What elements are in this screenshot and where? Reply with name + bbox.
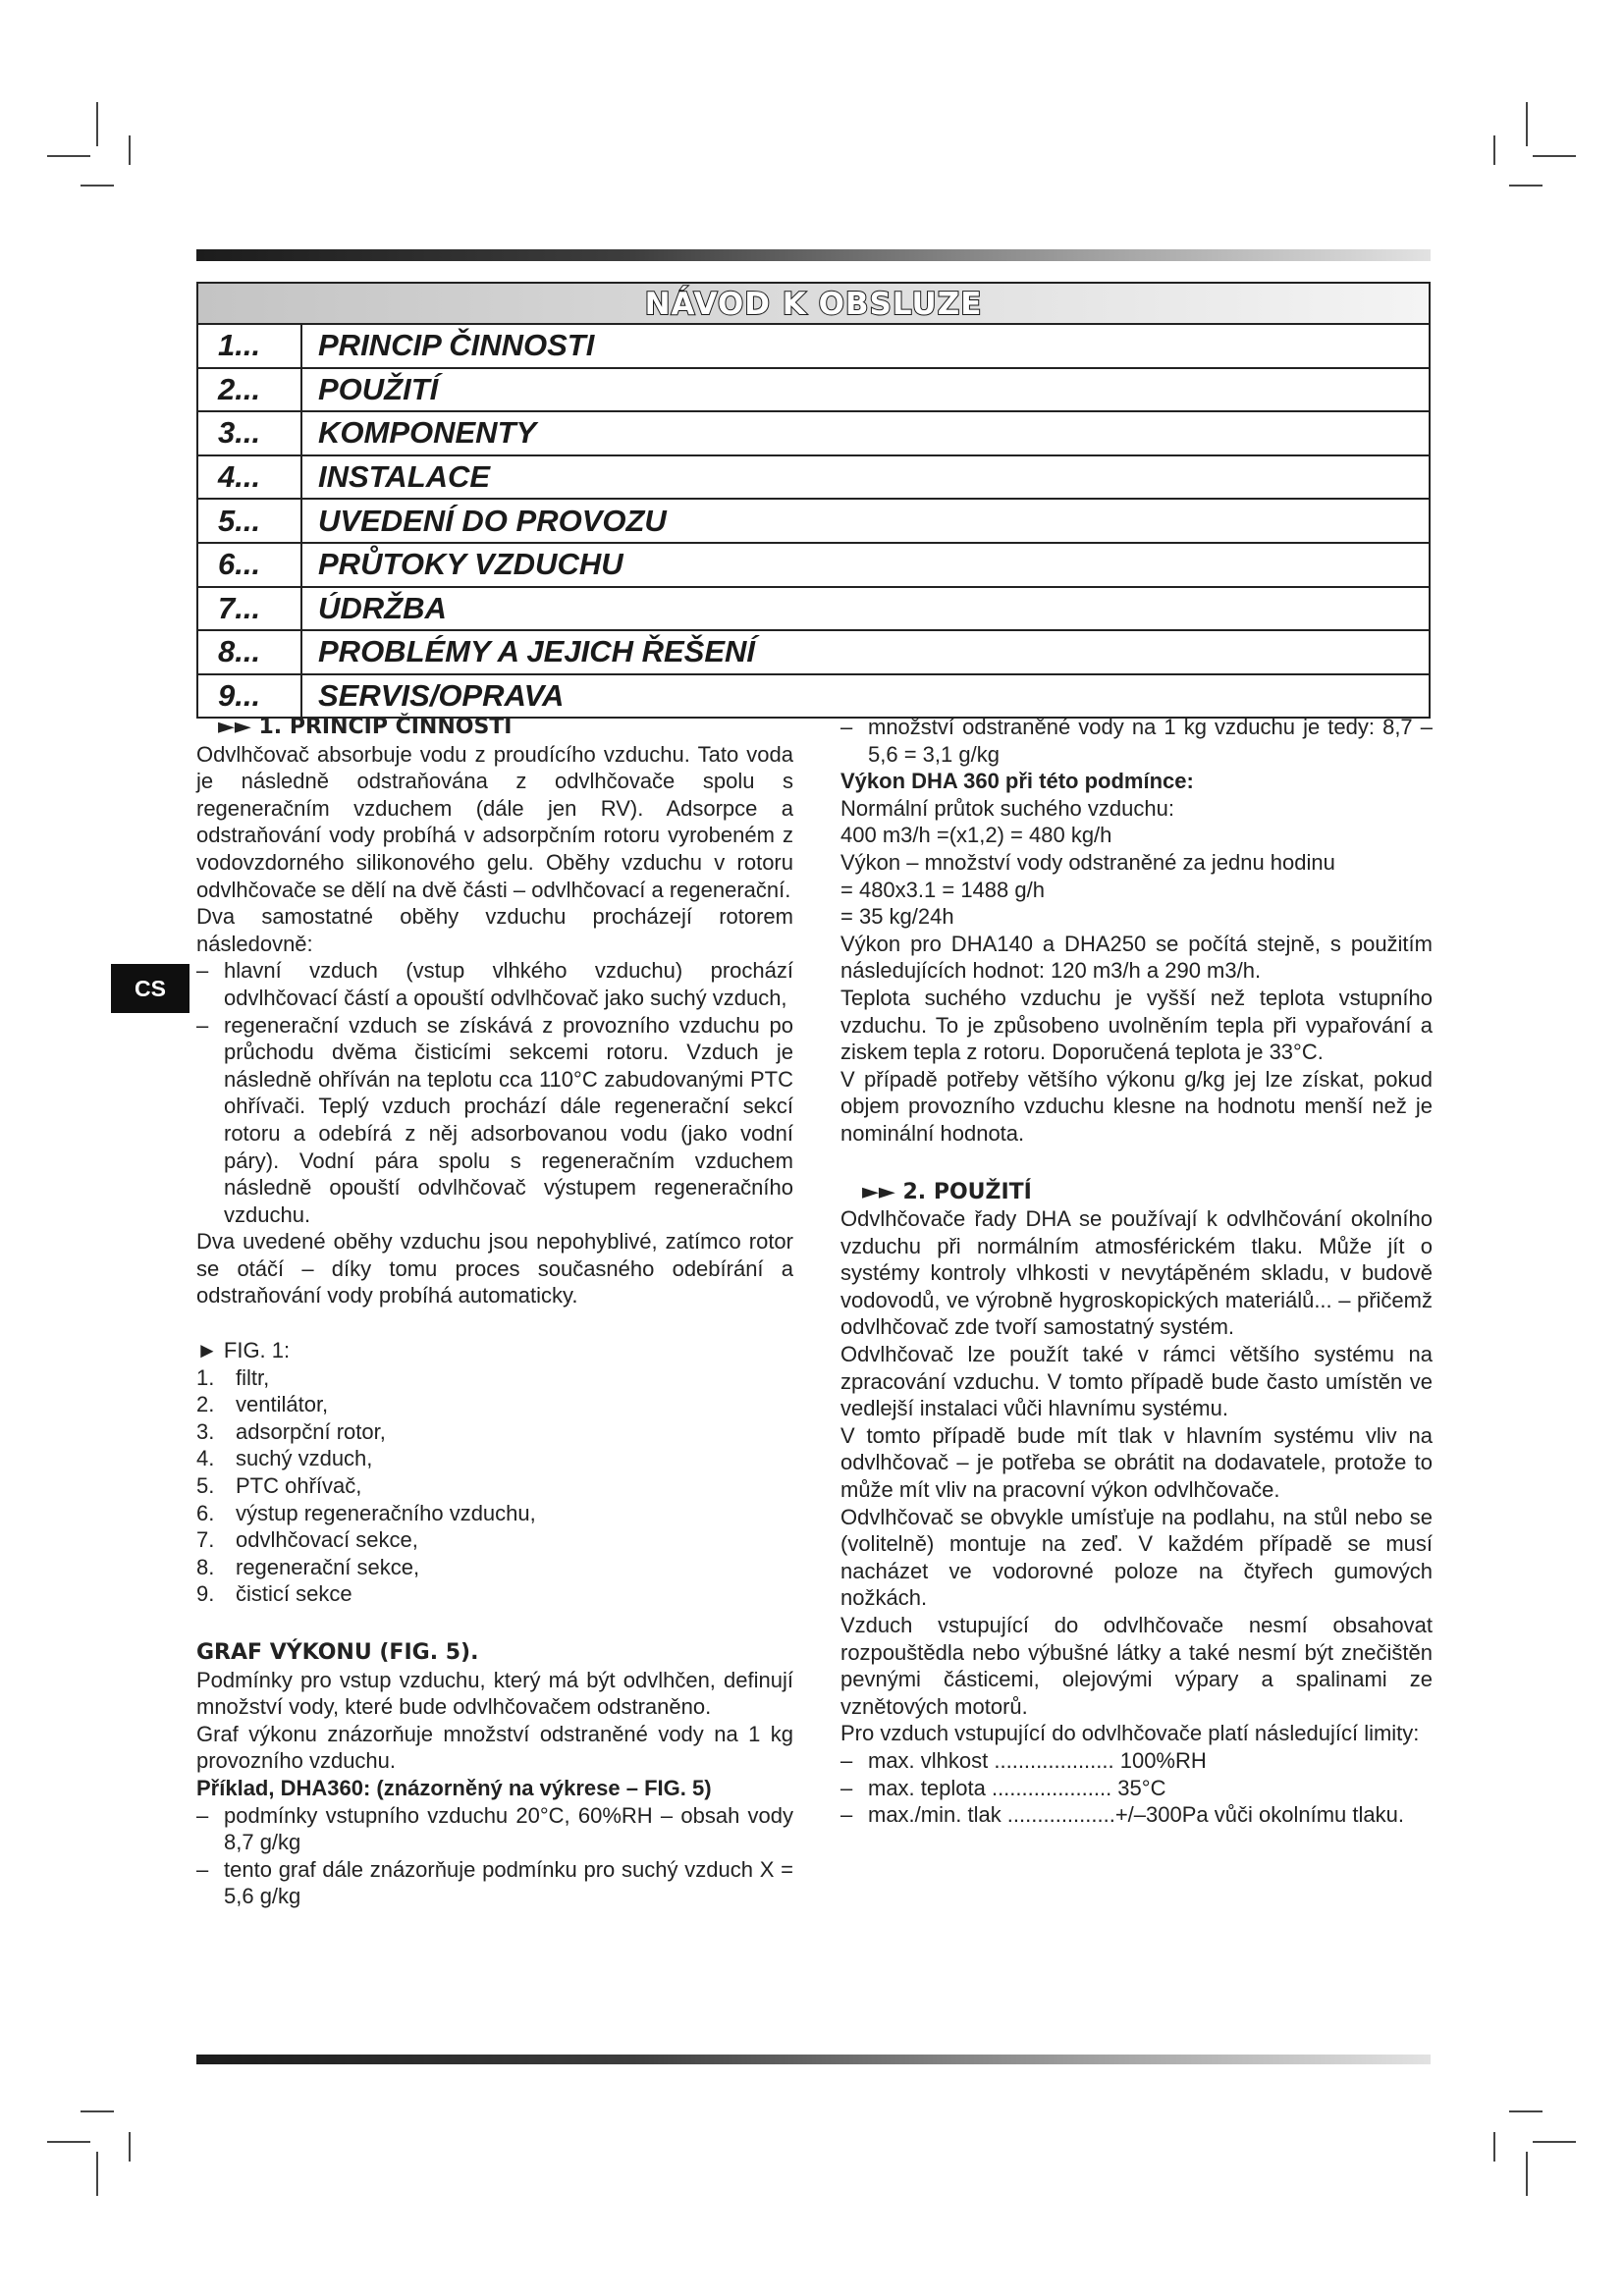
paragraph: V tomto případě bude mít tlak v hlavním systému vliv na odvlhčovač – je potřeba se obrátit na dodavatele, protože to může mít vliv na pracovní výkon odvlhčovače. bbox=[840, 1422, 1433, 1503]
list-item: 6. výstup regeneračního vzduchu, bbox=[196, 1500, 536, 1525]
paragraph: Pro vzduch vstupující do odvlhčovače platí následující limity: bbox=[840, 1721, 1420, 1746]
toc-row[interactable] bbox=[198, 325, 1429, 369]
fig-1-title: ► FIG. 1: bbox=[196, 1338, 291, 1363]
limit-item: – max./min. tlak ..................+/–300Pa vůči okolnímu tlaku. bbox=[840, 1801, 1433, 1829]
toc-number: 9... bbox=[198, 675, 302, 718]
toc-row[interactable] bbox=[198, 500, 1429, 544]
crop-mark bbox=[1526, 2152, 1528, 2196]
toc-label: PRŮTOKY VZDUCHU bbox=[318, 547, 623, 582]
performance-line: Výkon – množství vody odstraněné za jednu hodinu bbox=[840, 849, 1335, 875]
crop-mark bbox=[1533, 2141, 1576, 2143]
paragraph: V případě potřeby většího výkonu g/kg jej lze získat, pokud objem provozního vzduchu klesne na hodnotu menší než je nominální hodnota. bbox=[840, 1066, 1433, 1146]
language-tab: CS bbox=[111, 964, 189, 1013]
toc-row[interactable] bbox=[198, 631, 1429, 675]
paragraph: Teplota suchého vzduchu je vyšší než teplota vstupního vzduchu. To je způsobeno uvolněním tepla při vypařování a ziskem tepla z rotoru. Doporučená teplota je 33°C. bbox=[840, 985, 1433, 1065]
toc-number: 2... bbox=[198, 369, 302, 411]
paragraph: Dva uvedené oběhy vzduchu jsou nepohyblivé, zatímco rotor se otáčí – díky tomu proces současného odebírání a odstraňování vody probíhá automaticky. bbox=[196, 1229, 793, 1308]
toc-row[interactable] bbox=[198, 412, 1429, 456]
paragraph: Odvlhčovač se obvykle umísťuje na podlahu, na stůl nebo se (volitelně) montuje na zeď. V každém případě se musí nacházet ve vodorovné poloze na čtyřech gumových nožkách. bbox=[840, 1504, 1433, 1611]
toc-number: 5... bbox=[198, 500, 302, 542]
crop-mark bbox=[1493, 2132, 1495, 2162]
performance-line: = 35 kg/24h bbox=[840, 904, 954, 930]
paragraph: Výkon pro DHA140 a DHA250 se počítá stejně, s použitím následujících hodnot: 120 m3/h a 290 m3/h. bbox=[840, 931, 1433, 984]
toc-number: 7... bbox=[198, 588, 302, 630]
toc-number: 8... bbox=[198, 631, 302, 673]
crop-mark bbox=[81, 2110, 114, 2112]
right-column bbox=[840, 714, 1433, 1829]
toc-label: PROBLÉMY A JEJICH ŘEŠENÍ bbox=[318, 634, 756, 669]
list-item: 7. odvlhčovací sekce, bbox=[196, 1527, 418, 1553]
toc-label: INSTALACE bbox=[318, 459, 491, 495]
list-item: 1. filtr, bbox=[196, 1364, 270, 1390]
list-item: 8. regenerační sekce, bbox=[196, 1554, 420, 1579]
section-2-heading: ►► 2. POUŽITÍ bbox=[862, 1179, 1032, 1204]
paragraph: Graf výkonu znázorňuje množství odstraněné vody na 1 kg provozního vzduchu. bbox=[196, 1721, 793, 1774]
toc-row[interactable] bbox=[198, 369, 1429, 413]
toc-label: KOMPONENTY bbox=[318, 415, 537, 451]
crop-mark bbox=[1509, 2110, 1543, 2112]
crop-mark bbox=[47, 2141, 90, 2143]
section-1-heading: ►► 1. PRINCIP ČINNOSTI bbox=[218, 715, 513, 739]
list-item: 4. suchý vzduch, bbox=[196, 1446, 373, 1471]
crop-mark bbox=[1509, 185, 1543, 187]
performance-line: 400 m3/h =(x1,2) = 480 kg/h bbox=[840, 823, 1112, 848]
list-item: 2. ventilátor, bbox=[196, 1392, 329, 1417]
toc-number: 6... bbox=[198, 544, 302, 586]
toc-label: SERVIS/OPRAVA bbox=[318, 678, 565, 714]
crop-mark bbox=[96, 102, 98, 146]
toc-label: POUŽITÍ bbox=[318, 371, 439, 406]
bullet-item: – tento graf dále znázorňuje podmínku pro suchý vzduch X = 5,6 g/kg bbox=[196, 1856, 793, 1910]
limit-item: – max. vlhkost .................... 100%RH bbox=[840, 1747, 1433, 1775]
toc-label: UVEDENÍ DO PROVOZU bbox=[318, 503, 667, 538]
paragraph: Podmínky pro vstup vzduchu, který má být odvlhčen, definují množství vody, které bude odvlhčovačem odstraněno. bbox=[196, 1667, 793, 1720]
toc-number: 1... bbox=[198, 325, 302, 367]
toc-title: NÁVOD K OBSLUZE bbox=[644, 287, 983, 322]
example-heading: Příklad, DHA360: (znázorněný na výkrese – FIG. 5) bbox=[196, 1775, 712, 1800]
graf-heading: GRAF VÝKONU (FIG. 5). bbox=[196, 1640, 479, 1665]
crop-mark bbox=[1533, 155, 1576, 157]
toc-number: 3... bbox=[198, 412, 302, 454]
bullet-item: – hlavní vzduch (vstup vlhkého vzduchu) prochází odvlhčovací částí a opouští odvlhčovač jako suchý vzduch, bbox=[196, 957, 793, 1011]
crop-mark bbox=[96, 2152, 98, 2196]
performance-heading: Výkon DHA 360 při této podmínce: bbox=[840, 769, 1194, 794]
list-item: 3. adsorpční rotor, bbox=[196, 1418, 386, 1444]
bullet-item: – regenerační vzduch se získává z provozního vzduchu po průchodu dvěma čisticími sekcemi rotoru. Vzduch je následně ohříván na teplotu cca 110°C zabudovanými PTC ohřívači. Teplý vzduch prochází dále regenerační sekcí rotoru a odebírá z něj adsorbovanou vodu (jako vodní páry). Vodní pára spolu s regeneračním vzduchem následně opouští odvlhčovač výstupem regeneračního vzduchu. bbox=[196, 1012, 793, 1229]
table-of-contents bbox=[196, 282, 1431, 719]
toc-row[interactable] bbox=[198, 675, 1429, 718]
left-column bbox=[196, 714, 793, 1910]
paragraph: Odvlhčovače řady DHA se používají k odvlhčování okolního vzduchu při normálním atmosférickém tlaku. Může jít o systémy kontroly vlhkosti v nevytápěném skladu, v budově vodovodů, ve výrobně hygroskopických materiálů... – přičemž odvlhčovač zde tvoří samostatný systém. bbox=[840, 1206, 1433, 1340]
crop-mark bbox=[1493, 135, 1495, 165]
toc-label: ÚDRŽBA bbox=[318, 590, 447, 625]
toc-number: 4... bbox=[198, 456, 302, 499]
paragraph: Odvlhčovač lze použít také v rámci většího systému na zpracování vzduchu. V tomto případě bude často umístěn ve vedlejší instalaci vůči hlavnímu systému. bbox=[840, 1342, 1433, 1421]
bullet-item: – podmínky vstupního vzduchu 20°C, 60%RH – obsah vody 8,7 g/kg bbox=[196, 1802, 793, 1856]
crop-mark bbox=[1526, 102, 1528, 146]
top-gradient-bar bbox=[196, 249, 1431, 261]
list-item: 5. PTC ohřívač, bbox=[196, 1473, 362, 1499]
crop-mark bbox=[129, 2132, 131, 2162]
toc-row[interactable] bbox=[198, 588, 1429, 632]
crop-mark bbox=[47, 155, 90, 157]
paragraph: Odvlhčovač absorbuje vodu z proudícího vzduchu. Tato voda je následně odstraňována z odvlhčovače spolu s regeneračním vzduchem (dále jen RV). Adsorpce a odstraňování vody probíhá v adsorpčním rotoru vyrobeném z vodovzdorného silikonového gelu. Oběhy vzduchu v rotoru odvlhčovače se dělí na dvě části – odvlhčovací a regenerační. bbox=[196, 741, 793, 902]
list-item: 9. čisticí sekce bbox=[196, 1581, 352, 1607]
fig-1-legend bbox=[196, 1337, 793, 1608]
paragraph: Vzduch vstupující do odvlhčovače nesmí obsahovat rozpouštědla nebo výbušné látky a také nesmí být znečištěn pevnými částicemi, olejovými výpary a spalinami ze vznětových motorů. bbox=[840, 1613, 1433, 1719]
bullet-item: – množství odstraněné vody na 1 kg vzduchu je tedy: 8,7 – 5,6 = 3,1 g/kg bbox=[840, 714, 1433, 768]
crop-mark bbox=[81, 185, 114, 187]
toc-header bbox=[198, 284, 1429, 325]
bottom-gradient-bar bbox=[196, 2055, 1431, 2064]
toc-row[interactable] bbox=[198, 456, 1429, 501]
performance-line: = 480x3.1 = 1488 g/h bbox=[840, 877, 1045, 902]
paragraph: Dva samostatné oběhy vzduchu procházejí rotorem následovně: bbox=[196, 904, 793, 956]
performance-line: Normální průtok suchého vzduchu: bbox=[840, 795, 1174, 821]
toc-row[interactable] bbox=[198, 544, 1429, 588]
limit-item: – max. teplota .................... 35°C bbox=[840, 1775, 1433, 1802]
crop-mark bbox=[129, 135, 131, 165]
toc-label: PRINCIP ČINNOSTI bbox=[318, 328, 595, 363]
